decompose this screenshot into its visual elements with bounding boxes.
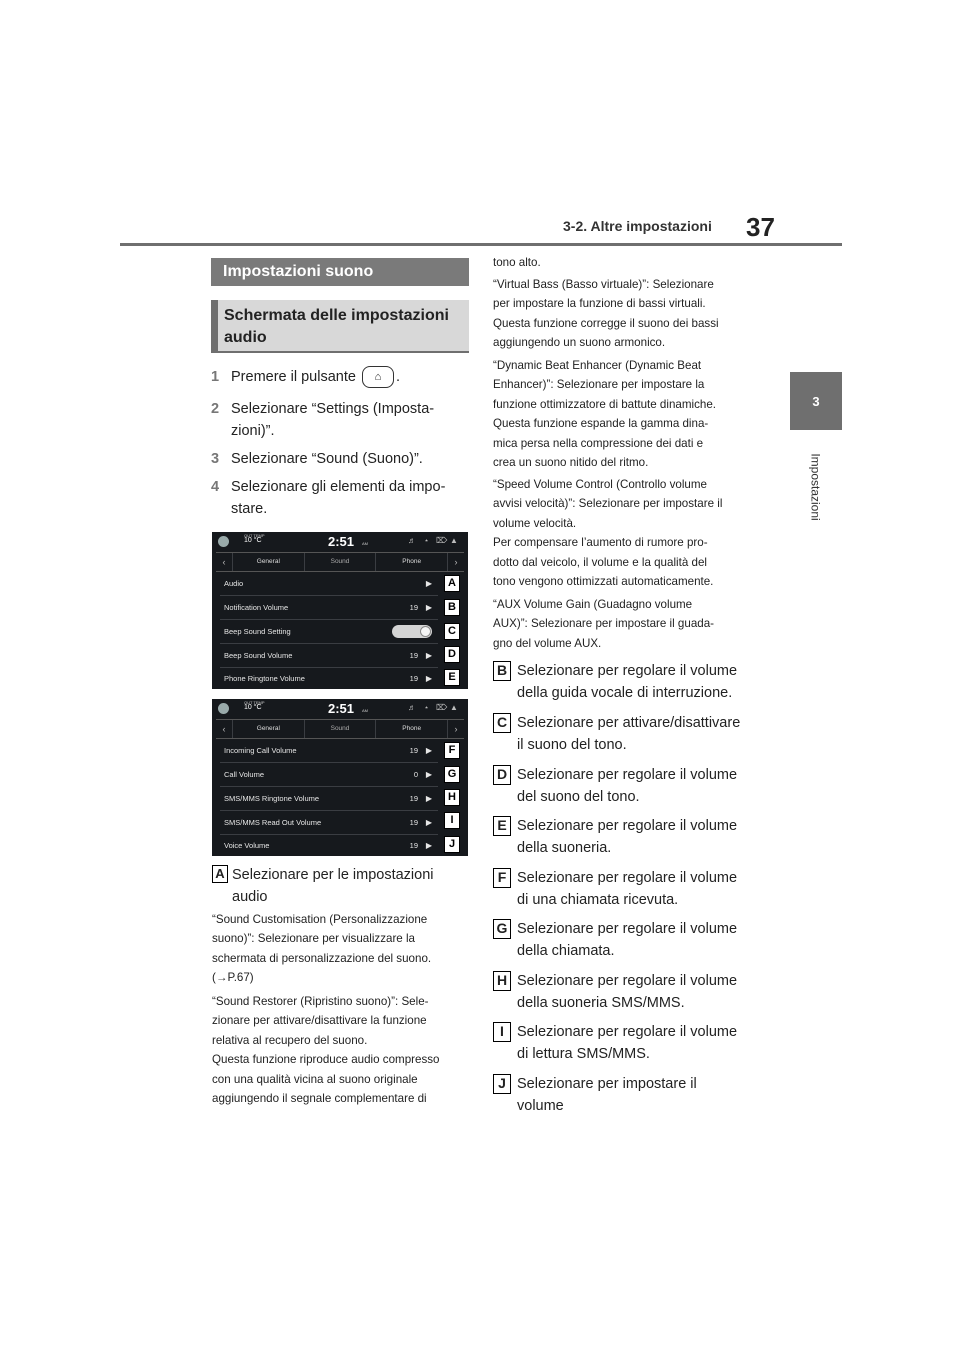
signal-icon: ▲ xyxy=(450,703,458,712)
out-temp: OUT TEMP 10 °C xyxy=(244,533,265,544)
item-text-2: della guida vocale di interruzione. xyxy=(517,685,733,701)
tab-phone[interactable]: Phone xyxy=(376,553,448,571)
step-number: 4 xyxy=(211,479,220,495)
step-text-2: stare. xyxy=(231,501,268,517)
text-line: Per compensare l’aumento di rumore pro- xyxy=(493,536,708,550)
row-call-volume[interactable]: Call Volume 0 ▶ xyxy=(220,763,438,787)
bluetooth-icon: ⋆ xyxy=(424,536,430,545)
chevron-right-icon: ▶ xyxy=(425,794,432,803)
step-text-end: . xyxy=(395,369,400,385)
text-line: funzione ottimizzatore di battute dinamiche. xyxy=(493,397,716,411)
text-line: Questa funzione riproduce audio compresso xyxy=(212,1053,440,1067)
badge-a: A xyxy=(212,865,228,883)
step-3 xyxy=(211,448,469,470)
row-notification-volume[interactable]: Notification Volume 19 ▶ xyxy=(220,596,438,620)
badge-f: F xyxy=(493,868,511,888)
row-sms-mms-ringtone-volume[interactable]: SMS/MMS Ringtone Volume 19 ▶ xyxy=(220,787,438,811)
chevron-right-icon: ▶ xyxy=(425,770,432,779)
paragraph-sound-restorer xyxy=(212,992,472,1108)
step-text: Selezionare “Settings (Imposta- xyxy=(231,401,435,417)
item-text-2: il suono del tono. xyxy=(517,737,627,753)
paragraph-aux-volume xyxy=(493,595,749,653)
badge-c: C xyxy=(493,713,511,733)
text-line: avvisi velocità)”: Selezionare per impostare il xyxy=(493,497,723,511)
badge-e: E xyxy=(493,816,511,836)
text-line: crea un suono nitido del ritmo. xyxy=(493,456,649,470)
text-line: suono)”: Selezionare per visualizzare la xyxy=(212,932,415,946)
text-line: “Dynamic Beat Enhancer (Dynamic Beat xyxy=(493,359,702,372)
badge-g: G xyxy=(493,919,511,939)
section-title: 3-2. Altre impostazioni xyxy=(563,218,712,234)
item-h xyxy=(493,970,749,1014)
item-text: Selezionare per regolare il volume xyxy=(517,1024,738,1040)
item-a-line2: audio xyxy=(232,889,268,905)
chevron-right-icon: ▶ xyxy=(425,818,432,827)
text-line: “Virtual Bass (Basso virtuale)”: Selezionare xyxy=(493,278,714,291)
heading-schermata-audio xyxy=(211,300,469,353)
badge-i: I xyxy=(493,1022,511,1042)
text-line: gno del volume AUX. xyxy=(493,636,602,650)
step-number: 1 xyxy=(211,369,220,385)
item-text: Selezionare per attivare/disattivare xyxy=(517,715,741,731)
item-text-2: della suoneria. xyxy=(517,840,612,856)
paragraph-continued xyxy=(493,253,749,272)
clock-time: 2:51 xyxy=(328,701,355,716)
item-a-line1: Selezionare per le impostazioni xyxy=(232,867,434,883)
tab-bar xyxy=(216,552,464,572)
sound-settings-screen-1 xyxy=(212,532,468,689)
text-line: relativa al recupero del suono. xyxy=(212,1033,368,1047)
out-temp: OUT TEMP 10 °C xyxy=(244,700,265,711)
text-line: mica persa nella compressione dei dati e xyxy=(493,436,704,450)
step-4 xyxy=(211,476,469,520)
text-line: aggiungendo un suono armonico. xyxy=(493,336,666,350)
wifi-icon: ⌦ xyxy=(436,703,448,712)
forward-arrow-icon[interactable]: › xyxy=(454,724,458,734)
row-phone-ringtone-volume[interactable]: Phone Ringtone Volume 19 ▶ xyxy=(220,667,438,690)
chevron-right-icon: ▶ xyxy=(425,674,432,683)
text-line: “Speed Volume Control (Controllo volume xyxy=(493,478,707,491)
row-sms-mms-read-out-volume[interactable]: SMS/MMS Read Out Volume 19 ▶ xyxy=(220,811,438,835)
badge-b: B xyxy=(493,661,511,681)
text-line: schermata di personalizzazione del suono. xyxy=(212,951,432,965)
text-line: tono vengono ottimizzati automaticamente. xyxy=(493,575,714,589)
forward-arrow-icon[interactable]: › xyxy=(454,557,458,567)
bluetooth-icon: ⋆ xyxy=(424,703,430,712)
chevron-right-icon: ▶ xyxy=(425,841,432,850)
page-reference-link[interactable]: (→P.67) xyxy=(212,971,254,985)
callout-badge: D xyxy=(444,646,460,663)
callout-badge: C xyxy=(444,623,460,640)
beep-toggle[interactable] xyxy=(392,625,432,638)
signal-icon: ▲ xyxy=(450,536,458,545)
status-bar xyxy=(212,699,468,719)
volume-icon: ♬ xyxy=(408,703,416,712)
callout-badge: I xyxy=(444,812,460,829)
home-icon: ⌂ xyxy=(362,366,394,388)
status-bar xyxy=(212,532,468,552)
sound-settings-screen-2 xyxy=(212,699,468,856)
tab-bar xyxy=(216,719,464,739)
text-line: Questa funzione espande la gamma dina- xyxy=(493,417,709,431)
chapter-label xyxy=(790,432,842,542)
callout-badge: A xyxy=(444,575,460,592)
paragraph-virtual-bass xyxy=(493,275,749,353)
row-incoming-call-volume[interactable]: Incoming Call Volume 19 ▶ xyxy=(220,739,438,763)
item-text: Selezionare per regolare il volume xyxy=(517,767,738,783)
callout-badge: G xyxy=(444,766,460,783)
back-arrow-icon[interactable]: ‹ xyxy=(216,720,233,738)
callout-badge: J xyxy=(444,836,460,853)
item-text: Selezionare per impostare il volume xyxy=(517,1076,697,1114)
text-line: volume velocità. xyxy=(493,516,577,530)
row-audio[interactable]: Audio ▶ xyxy=(220,572,438,596)
callout-badge: B xyxy=(444,599,460,616)
chevron-right-icon: ▶ xyxy=(425,651,432,660)
text-line: zionare per attivare/disattivare la funzione xyxy=(212,1014,427,1028)
item-text-2: della suoneria SMS/MMS. xyxy=(517,995,685,1011)
chevron-right-icon: ▶ xyxy=(425,603,432,612)
text-line: per impostare la funzione di bassi virtuali. xyxy=(493,297,706,311)
user-icon xyxy=(218,703,229,714)
user-icon xyxy=(218,536,229,547)
callout-badge: H xyxy=(444,789,460,806)
text-line: “AUX Volume Gain (Guadagno volume xyxy=(493,598,693,611)
step-number: 2 xyxy=(211,401,220,417)
badge-d: D xyxy=(493,765,511,785)
clock-am: AM xyxy=(362,541,368,546)
item-d xyxy=(493,764,749,808)
item-text: Selezionare per regolare il volume xyxy=(517,973,738,989)
item-text-2: di lettura SMS/MMS. xyxy=(517,1046,650,1062)
tab-sound[interactable]: Sound xyxy=(305,720,377,738)
text-line: aggiungendo il segnale complementare di xyxy=(212,1092,427,1106)
tab-sound[interactable]: Sound xyxy=(305,553,377,571)
step-1 xyxy=(211,366,469,388)
clock-am: AM xyxy=(362,708,368,713)
tab-phone[interactable]: Phone xyxy=(376,720,448,738)
row-voice-volume[interactable]: Voice Volume 19 ▶ xyxy=(220,834,438,857)
tab-general[interactable]: General xyxy=(233,553,305,571)
volume-icon: ♬ xyxy=(408,536,416,545)
paragraph-sound-customisation xyxy=(212,910,472,988)
paragraph-speed-volume xyxy=(493,475,749,591)
wifi-icon: ⌦ xyxy=(436,536,448,545)
item-i xyxy=(493,1021,749,1065)
step-text: Premere il pulsante xyxy=(231,369,356,385)
item-a xyxy=(212,864,470,908)
chapter-label-text: Impostazioni xyxy=(809,453,823,521)
text-line: tono alto. xyxy=(493,256,541,269)
item-e xyxy=(493,815,749,859)
page-number: 37 xyxy=(746,212,775,242)
callout-badge: F xyxy=(444,742,460,759)
chevron-right-icon: ▶ xyxy=(425,746,432,755)
item-g xyxy=(493,918,749,962)
chevron-right-icon: ▶ xyxy=(425,579,432,588)
text-line: Enhancer)”: Selezionare per impostare la xyxy=(493,378,705,392)
paragraph-dynamic-beat xyxy=(493,356,749,472)
item-text: Selezionare per regolare il volume xyxy=(517,870,738,886)
step-number: 3 xyxy=(211,451,220,467)
item-j xyxy=(493,1073,749,1117)
callout-badge: E xyxy=(444,669,460,686)
step-text-2: zioni)”. xyxy=(231,423,275,439)
item-f xyxy=(493,867,749,911)
tab-general[interactable]: General xyxy=(233,720,305,738)
item-b xyxy=(493,660,749,704)
text-line: “Sound Restorer (Ripristino suono)”: Sele- xyxy=(212,995,429,1008)
badge-j: J xyxy=(493,1074,511,1094)
chapter-tab: 3 xyxy=(790,372,842,430)
heading2-line1: Schermata delle impostazioni xyxy=(224,307,449,324)
item-text-2: della chiamata. xyxy=(517,943,615,959)
step-2 xyxy=(211,398,469,442)
step-text: Selezionare gli elementi da impo- xyxy=(231,479,446,495)
item-c xyxy=(493,712,749,756)
text-line: Questa funzione corregge il suono dei bassi xyxy=(493,316,719,330)
item-text-2: del suono del tono. xyxy=(517,789,640,805)
row-beep-sound-setting[interactable]: Beep Sound Setting xyxy=(220,620,438,644)
back-arrow-icon[interactable]: ‹ xyxy=(216,553,233,571)
header-rule xyxy=(120,243,842,246)
text-line: “Sound Customisation (Personalizzazione xyxy=(212,913,428,926)
heading-impostazioni-suono: Impostazioni suono xyxy=(211,258,469,286)
step-text: Selezionare “Sound (Suono)”. xyxy=(231,451,423,467)
item-text: Selezionare per regolare il volume xyxy=(517,818,738,834)
text-line: dotto dal veicolo, il volume e la qualità del xyxy=(493,555,707,569)
row-beep-sound-volume[interactable]: Beep Sound Volume 19 ▶ xyxy=(220,644,438,668)
clock-time: 2:51 xyxy=(328,534,355,549)
text-line: con una qualità vicina al suono originale xyxy=(212,1072,418,1086)
badge-h: H xyxy=(493,971,511,991)
heading2-line2: audio xyxy=(224,329,267,346)
item-text: Selezionare per regolare il volume xyxy=(517,663,738,679)
text-line: AUX)”: Selezionare per impostare il guada- xyxy=(493,617,715,631)
item-text-2: di una chiamata ricevuta. xyxy=(517,892,679,908)
item-text: Selezionare per regolare il volume xyxy=(517,921,738,937)
